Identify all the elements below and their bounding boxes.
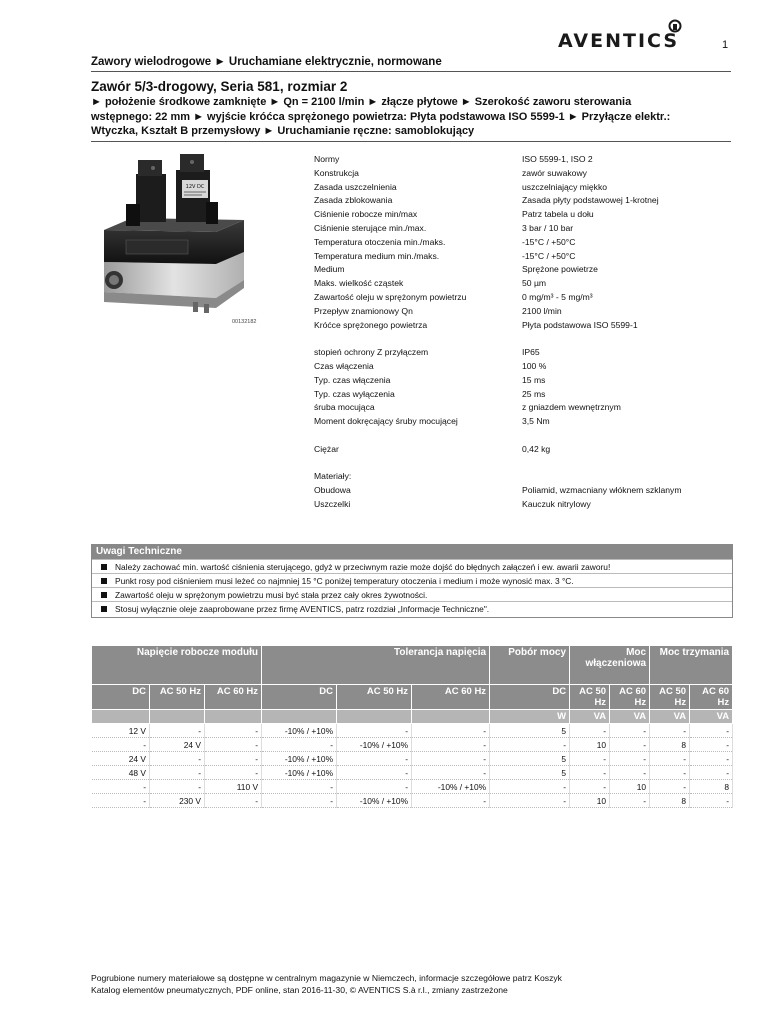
table-cell: 5 — [490, 766, 570, 780]
spec-row — [314, 485, 734, 498]
page-number: 1 — [722, 39, 729, 51]
table-cell: - — [490, 794, 570, 808]
spec-row — [314, 154, 734, 167]
spec-row — [314, 251, 734, 264]
spec-value: z gniazdem wewnętrznym — [522, 402, 621, 413]
table-cell: - — [150, 752, 205, 766]
table-cell: - — [150, 780, 205, 794]
spec-row — [314, 402, 734, 415]
spec-row — [314, 375, 734, 388]
table-cell: - — [610, 794, 650, 808]
table-cell: - — [690, 724, 733, 738]
unit-header: VA — [570, 710, 610, 724]
table-cell: - — [412, 752, 490, 766]
unit-header: VA — [690, 710, 733, 724]
spec-label: Temperatura otoczenia min./maks. — [314, 236, 446, 247]
spec-value: Płyta podstawowa ISO 5599-1 — [522, 319, 638, 330]
note-text: Punkt rosy pod ciśnieniem musi leżeć co najmniej 15 °C poniżej temperatury otoczenia i medium i może wynosić max. 3 °C. — [115, 576, 574, 586]
table-cell: 48 V — [92, 766, 150, 780]
table-cell: - — [690, 752, 733, 766]
spec-label: Zawartość oleju w sprężonym powietrzu — [314, 292, 467, 302]
table-cell: -10% / +10% — [262, 724, 337, 738]
table-cell: - — [150, 724, 205, 738]
table-cell: - — [610, 752, 650, 766]
note-text: Należy zachować min. wartość ciśnienia sterującego, gdyż w przeciwnym razie może dojść do błędnych załączeń i ew. awarii zaworu! — [115, 562, 611, 572]
table-row — [92, 752, 733, 766]
table-cell: - — [490, 738, 570, 752]
spec-row — [314, 209, 734, 222]
table-cell: - — [92, 780, 150, 794]
spec-row — [314, 223, 734, 236]
spec-value: Zasada płyty podstawowej 1-krotnej — [522, 195, 659, 206]
table-cell: - — [337, 780, 412, 794]
spec-label: Typ. czas wyłączenia — [314, 388, 395, 399]
spec-row — [314, 361, 734, 374]
spec-value: zawór suwakowy — [522, 167, 587, 178]
table-cell: - — [337, 752, 412, 766]
spec-value: 2100 l/min — [522, 305, 562, 316]
note-item — [92, 559, 732, 573]
spec-label: Przepływ znamionowy Qn — [314, 305, 413, 316]
table-cell: - — [650, 780, 690, 794]
spec-value: ISO 5599-1, ISO 2 — [522, 154, 593, 164]
subtitle-line: wstępnego: 22 mm ► wyjście króćca sprężonego powietrza: Płyta podstawowa ISO 5599-1 ► Przyłącze elektr.: — [91, 110, 671, 123]
table-cell: - — [412, 766, 490, 780]
unit-header: VA — [650, 710, 690, 724]
spec-value: 3,5 Nm — [522, 416, 550, 427]
table-row — [92, 724, 733, 738]
table-cell: 24 V — [150, 738, 205, 752]
spec-row — [314, 389, 734, 402]
table-cell: 24 V — [92, 752, 150, 766]
valve-product-image — [98, 152, 248, 320]
coil-label: 12V DC — [185, 184, 205, 190]
table-cell: - — [490, 780, 570, 794]
unit-header — [337, 710, 412, 724]
spec-row — [314, 264, 734, 277]
spec-value: 100 % — [522, 361, 547, 371]
table-cell: -10% / +10% — [262, 766, 337, 780]
category-breadcrumb: Zawory wielodrogowe ► Uruchamiane elektrycznie, normowane — [91, 56, 442, 68]
spec-label: Medium — [314, 264, 345, 275]
column-header: AC 60 Hz — [690, 685, 733, 710]
bullet-icon — [101, 592, 107, 598]
spec-row — [314, 292, 734, 305]
table-cell: - — [205, 752, 262, 766]
group-power-consumption: Pobór mocy — [490, 646, 570, 685]
table-cell: - — [412, 724, 490, 738]
unit-header — [92, 710, 150, 724]
image-code: 00132182 — [232, 319, 257, 325]
spec-value: Patrz tabela u dołu — [522, 209, 594, 220]
bullet-icon — [101, 578, 107, 584]
column-header: DC — [92, 685, 150, 710]
table-row — [92, 780, 733, 794]
column-header: AC 60 Hz — [610, 685, 650, 710]
spec-label: Zasada zblokowania — [314, 195, 393, 206]
table-cell: - — [150, 766, 205, 780]
unit-header: W — [490, 710, 570, 724]
page-subtitle — [91, 95, 731, 139]
spec-label: Zasada uszczelnienia — [314, 181, 397, 192]
page-footer — [91, 972, 562, 996]
table-cell: 5 — [490, 752, 570, 766]
footer-line: Pogrubione numery materiałowe są dostępne w centralnym magazynie w Niemczech, informacje szczegółowe patrz Koszyk — [91, 973, 562, 983]
note-text: Stosuj wyłącznie oleje zaaprobowane przez firmę AVENTICS, patrz rozdział „Informacje Techniczne". — [115, 604, 490, 614]
column-header: AC 60 Hz — [412, 685, 490, 710]
spec-value: Sprężone powietrze — [522, 264, 598, 275]
spec-label: Króćce sprężonego powietrza — [314, 319, 428, 330]
table-cell: 8 — [650, 794, 690, 808]
spec-row — [314, 347, 734, 360]
table-cell: 8 — [690, 780, 733, 794]
spec-value: Poliamid, wzmacniany włóknem szklanym — [522, 485, 682, 496]
spec-label: Temperatura medium min./maks. — [314, 250, 440, 261]
table-cell: - — [610, 738, 650, 752]
column-header: AC 50 Hz — [650, 685, 690, 710]
column-header: AC 50 Hz — [337, 685, 412, 710]
spec-label: Czas włączenia — [314, 361, 374, 371]
spec-label: Konstrukcja — [314, 167, 359, 178]
table-cell: 230 V — [150, 794, 205, 808]
bullet-icon — [101, 564, 107, 570]
column-header: DC — [262, 685, 337, 710]
technical-notes-title: Uwagi Techniczne — [92, 545, 732, 559]
table-cell: - — [92, 738, 150, 752]
group-operating-voltage: Napięcie robocze modułu — [92, 646, 262, 685]
spec-value: Kauczuk nitrylowy — [522, 499, 591, 509]
column-header: AC 50 Hz — [150, 685, 205, 710]
subtitle-line: Wtyczka, Kształt B przemysłowy ► Uruchamianie ręczne: samoblokujący — [91, 125, 475, 137]
table-cell: - — [412, 738, 490, 752]
spec-label: Uszczelki — [314, 499, 351, 509]
table-cell: - — [570, 780, 610, 794]
note-text: Zawartość oleju w sprężonym powietrzu musi być stała przez cały okres żywotności. — [115, 590, 428, 600]
spec-label: Maks. wielkość cząstek — [314, 278, 404, 289]
table-cell: -10% / +10% — [262, 752, 337, 766]
table-cell: - — [205, 766, 262, 780]
spec-label: śruba mocująca — [314, 402, 375, 413]
table-row — [92, 794, 733, 808]
table-cell: 10 — [570, 738, 610, 752]
spec-row — [314, 499, 734, 512]
table-cell: 8 — [650, 738, 690, 752]
group-holding-power: Moc trzymania — [650, 646, 733, 685]
spec-value: 15 ms — [522, 374, 546, 385]
table-cell: -10% / +10% — [412, 780, 490, 794]
spec-row — [314, 416, 734, 429]
table-row — [92, 738, 733, 752]
table-cell: - — [690, 738, 733, 752]
table-cell: - — [412, 794, 490, 808]
table-cell: 110 V — [205, 780, 262, 794]
table-cell: -10% / +10% — [337, 794, 412, 808]
brand-logo: AVENTICS — [558, 30, 680, 52]
table-cell: - — [570, 766, 610, 780]
table-cell: 12 V — [92, 724, 150, 738]
table-cell: - — [570, 724, 610, 738]
table-cell: - — [337, 766, 412, 780]
spec-value: 0 mg/m³ - 5 mg/m³ — [522, 292, 593, 302]
table-cell: - — [690, 794, 733, 808]
table-cell: - — [650, 752, 690, 766]
table-cell: 10 — [610, 780, 650, 794]
technical-notes — [91, 544, 733, 618]
footer-line: Katalog elementów pneumatycznych, PDF online, stan 2016-11-30, © AVENTICS S.à r.l., zmiany zastrzeżone — [91, 985, 508, 995]
subtitle-line: ► położenie środkowe zamknięte ► Qn = 2100 l/min ► złącze płytowe ► Szerokość zaworu sterowania — [91, 96, 632, 108]
spec-row — [314, 237, 734, 250]
spec-row — [314, 306, 734, 319]
table-cell: - — [262, 738, 337, 752]
table-cell: - — [262, 780, 337, 794]
spec-row — [314, 444, 734, 457]
spec-label: Normy — [314, 154, 340, 164]
spec-row — [314, 168, 734, 181]
spec-value: -15°C / +50°C — [522, 250, 576, 261]
column-header: AC 50 Hz — [570, 685, 610, 710]
spec-row — [314, 458, 734, 471]
unit-header — [262, 710, 337, 724]
table-cell: - — [570, 752, 610, 766]
spec-value: 25 ms — [522, 388, 546, 399]
spec-label: Ciśnienie sterujące min./max. — [314, 223, 427, 233]
spec-row — [314, 195, 734, 208]
spec-row — [314, 182, 734, 195]
spec-label: Materiały: — [314, 471, 352, 482]
spec-label: Ciśnienie robocze min/max — [314, 209, 418, 220]
table-cell: - — [690, 766, 733, 780]
spec-label: Obudowa — [314, 485, 351, 496]
table-row — [92, 766, 733, 780]
table-cell: - — [610, 724, 650, 738]
column-header: DC — [490, 685, 570, 710]
unit-header — [412, 710, 490, 724]
unit-header: VA — [610, 710, 650, 724]
table-cell: - — [610, 766, 650, 780]
unit-header — [150, 710, 205, 724]
spec-label: Moment dokręcający śruby mocującej — [314, 416, 458, 427]
table-cell: 10 — [570, 794, 610, 808]
table-cell: - — [205, 794, 262, 808]
spec-value: 50 µm — [522, 278, 547, 289]
spec-value: 0,42 kg — [522, 443, 551, 454]
table-cell: - — [205, 738, 262, 752]
bullet-icon — [101, 606, 107, 612]
table-cell: - — [650, 766, 690, 780]
spec-row — [314, 333, 734, 346]
spec-value: uszczelniający miękko — [522, 181, 608, 192]
spec-label: Typ. czas włączenia — [314, 374, 391, 385]
group-inrush-power: Moc włączeniowa — [570, 646, 650, 685]
column-header: AC 60 Hz — [205, 685, 262, 710]
spec-value: -15°C / +50°C — [522, 236, 576, 247]
note-item — [92, 601, 732, 615]
spec-row — [314, 320, 734, 333]
note-item — [92, 573, 732, 587]
group-voltage-tolerance: Tolerancja napięcia — [262, 646, 490, 685]
spec-row — [314, 430, 734, 443]
table-cell: - — [650, 724, 690, 738]
table-cell: -10% / +10% — [337, 738, 412, 752]
note-item — [92, 587, 732, 601]
unit-header — [205, 710, 262, 724]
spec-label: stopień ochrony Z przyłączem — [314, 347, 429, 358]
spec-label: Ciężar — [314, 443, 339, 454]
brand-logo-mark-icon — [668, 19, 682, 33]
table-cell: - — [262, 794, 337, 808]
spec-value: 3 bar / 10 bar — [522, 223, 574, 233]
spec-row — [314, 278, 734, 291]
page-title: Zawór 5/3-drogowy, Seria 581, rozmiar 2 — [91, 79, 348, 94]
table-cell: - — [92, 794, 150, 808]
power-table — [91, 645, 733, 808]
header-divider — [91, 71, 731, 72]
table-cell: - — [205, 724, 262, 738]
title-divider — [91, 141, 731, 142]
table-cell: - — [337, 724, 412, 738]
spec-value: IP65 — [522, 347, 540, 358]
spec-row — [314, 471, 734, 484]
table-cell: 5 — [490, 724, 570, 738]
